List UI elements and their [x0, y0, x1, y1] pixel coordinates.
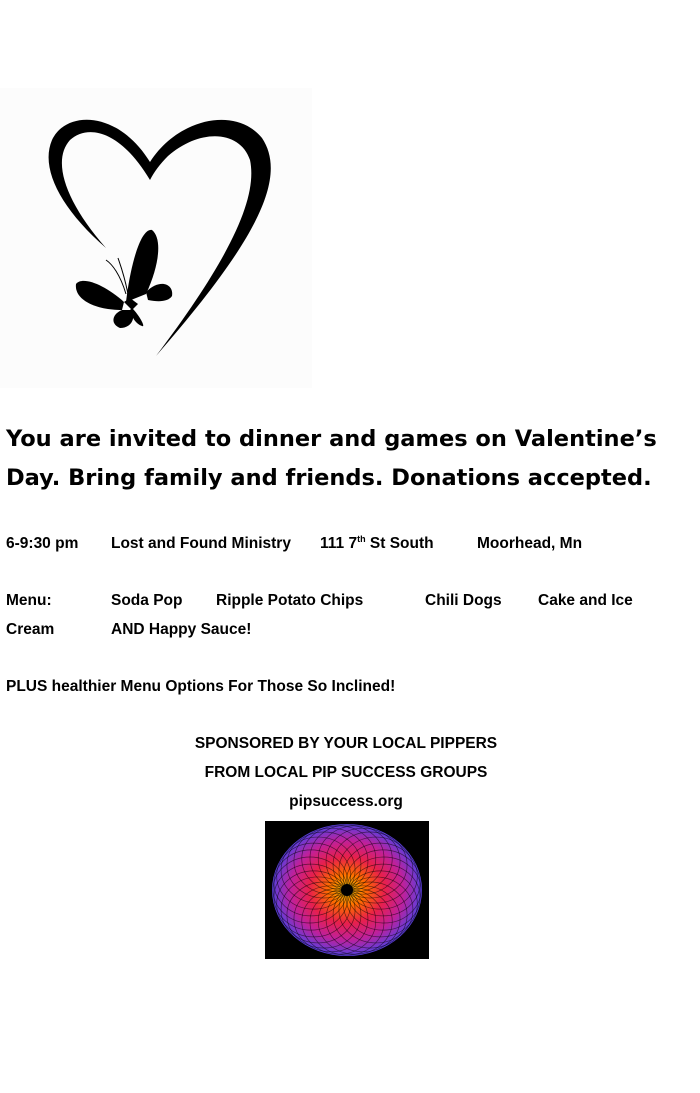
- sponsor-line-2: FROM LOCAL PIP SUCCESS GROUPS: [204, 764, 488, 781]
- headline-line-2: Day. Bring family and friends. Donations accepted.: [6, 465, 652, 491]
- event-details-row: [0, 534, 700, 554]
- menu-row: [0, 591, 700, 611]
- menu-item-chili-dogs: Chili Dogs: [425, 592, 502, 609]
- menu-label: Menu:: [6, 592, 52, 609]
- menu-row-continued: [0, 620, 700, 640]
- address-street: St South: [365, 535, 434, 552]
- headline-line-1: You are invited to dinner and games on Valentine’s: [6, 426, 657, 452]
- mandala-logo: [265, 821, 429, 959]
- heart-stroke: [49, 120, 271, 356]
- menu-item-potato-chips: Ripple Potato Chips: [216, 592, 364, 609]
- event-time: 6-9:30 pm: [6, 535, 79, 552]
- event-venue: Lost and Found Ministry: [111, 535, 291, 552]
- sponsor-line-1: SPONSORED BY YOUR LOCAL PIPPERS: [194, 735, 498, 752]
- menu-item-soda-pop: Soda Pop: [111, 592, 183, 609]
- heart-with-butterfly-icon: [0, 88, 312, 388]
- event-city: Moorhead, Mn: [477, 535, 583, 552]
- event-address: [320, 534, 434, 554]
- healthier-options-note: PLUS healthier Menu Options For Those So Inclined!: [6, 678, 396, 695]
- menu-item-continuation: Cream: [6, 621, 55, 638]
- address-ordinal: th: [357, 534, 366, 544]
- sponsor-website: pipsuccess.org: [289, 793, 403, 810]
- address-number: 111 7: [320, 535, 358, 552]
- heart-butterfly-image: [0, 88, 312, 388]
- butterfly-icon: [76, 230, 172, 328]
- menu-item-cake-ice-cream: Cake and Ice: [538, 592, 633, 609]
- mandala-logo-icon: [265, 821, 429, 959]
- invitation-headline: [6, 420, 696, 498]
- mandala-center: [341, 884, 353, 896]
- menu-item-happy-sauce: AND Happy Sauce!: [111, 621, 252, 638]
